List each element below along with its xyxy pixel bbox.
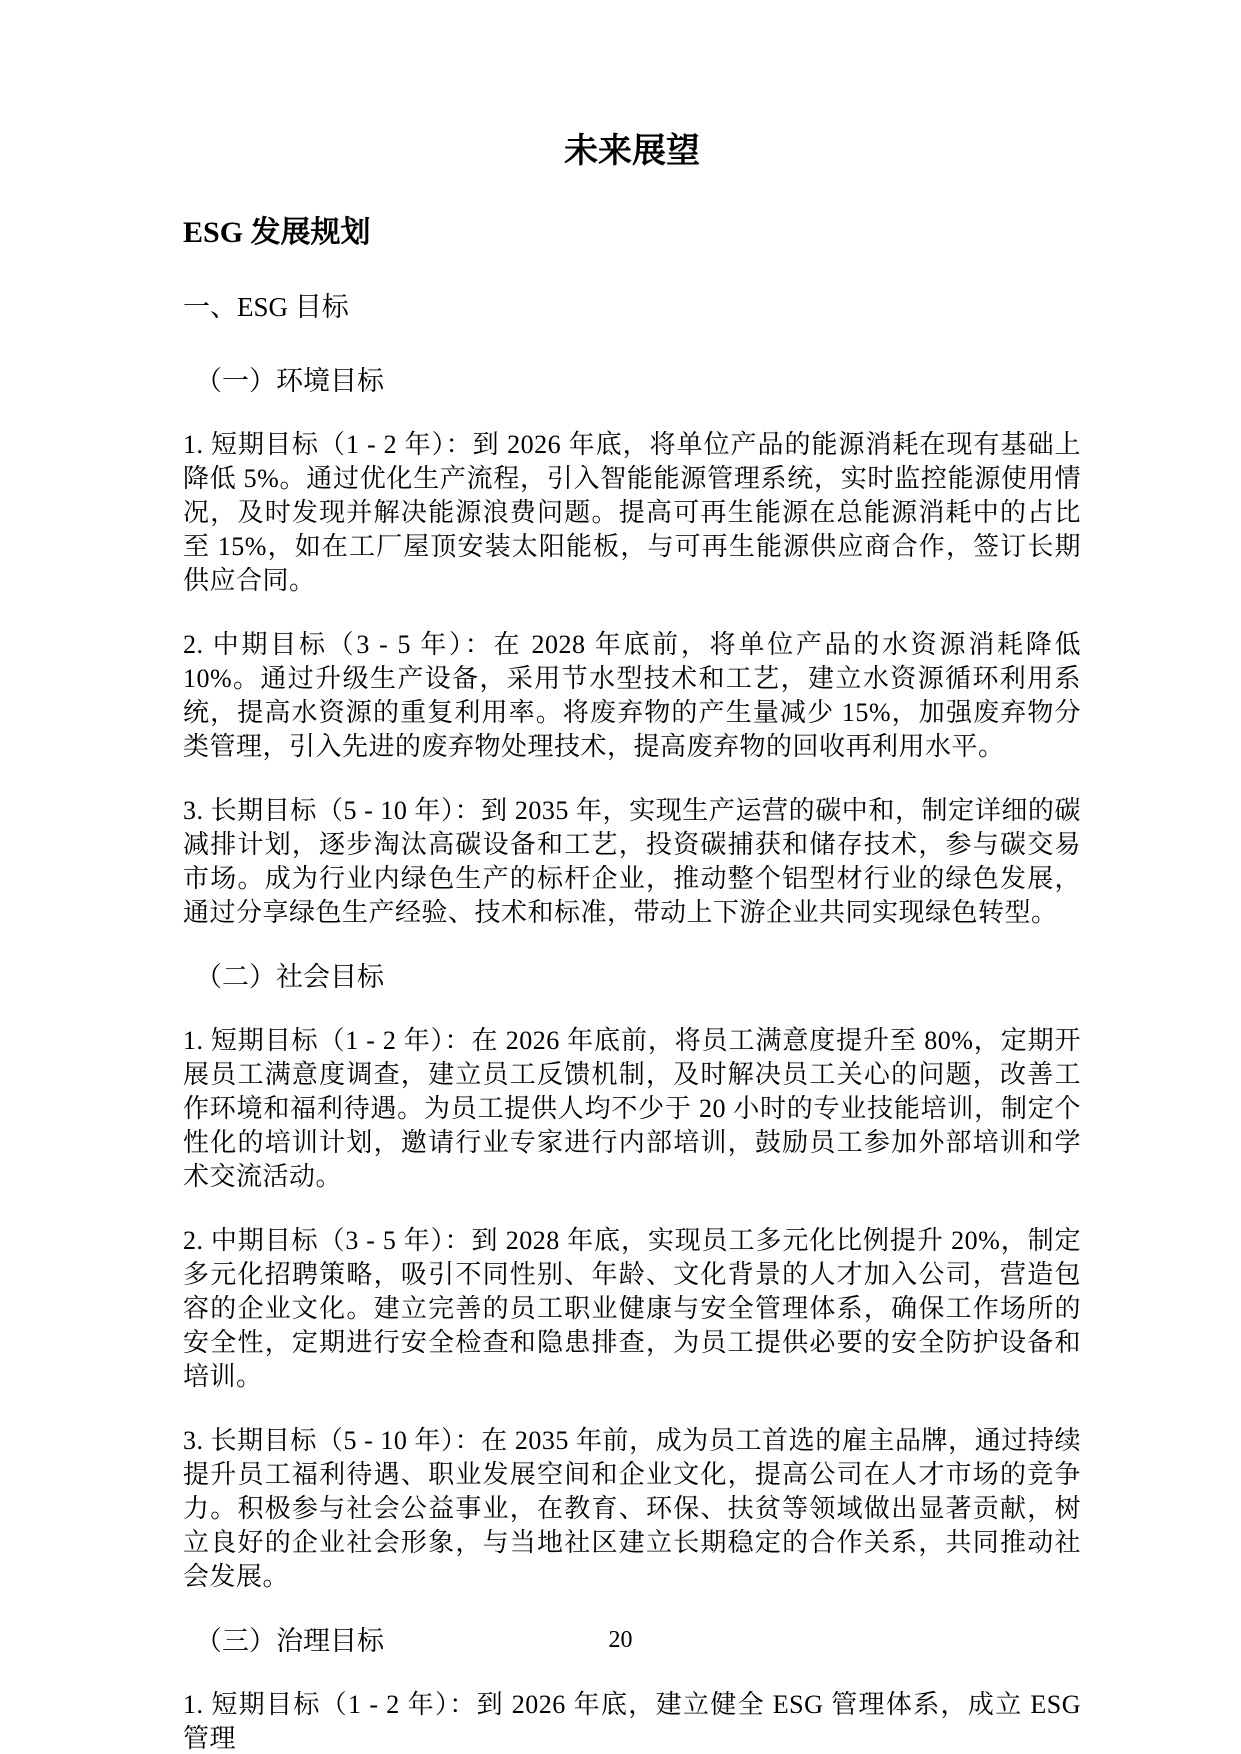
subsection-heading-social: （二）社会目标 [195, 962, 384, 992]
paragraph-social-short-term: 1. 短期目标（1 - 2 年）：在 2026 年底前，将员工满意度提升至 80%，定期开展员工满意度调查，建立员工反馈机制，及时解决员工关心的问题，改善工作环境和福利待遇。为员工提供人均不少于 20 小时的专业技能培训，制定个性化的培训计划，邀请行业专家进行内部培训，鼓励员工参加外部培训和学术交流活动。 [183, 1026, 1081, 1191]
page-title: 未来展望 [564, 133, 700, 170]
paragraph-social-long-term: 3. 长期目标（5 - 10 年）：在 2035 年前，成为员工首选的雇主品牌，通过持续提升员工福利待遇、职业发展空间和企业文化，提高公司在人才市场的竞争力。积极参与社会公益事业，在教育、环保、扶贫等领域做出显著贡献，树立良好的企业社会形象，与当地社区建立长期稳定的合作关系，共同推动社会发展。 [183, 1426, 1081, 1591]
paragraph-social-mid-term: 2. 中期目标（3 - 5 年）：到 2028 年底，实现员工多元化比例提升 20%，制定多元化招聘策略，吸引不同性别、年龄、文化背景的人才加入公司，营造包容的企业文化。建立完善的员工职业健康与安全管理体系，确保工作场所的安全性，定期进行安全检查和隐患排查，为员工提供必要的安全防护设备和培训。 [183, 1226, 1081, 1391]
heading-esg-plan: ESG 发展规划 [183, 216, 371, 249]
subsection-heading-environment: （一）环境目标 [195, 366, 384, 396]
section-heading-esg-goals: 一、ESG 目标 [183, 292, 349, 322]
paragraph-env-long-term: 3. 长期目标（5 - 10 年）：到 2035 年，实现生产运营的碳中和，制定详细的碳减排计划，逐步淘汰高碳设备和工艺，投资碳捕获和储存技术，参与碳交易市场。成为行业内绿色生产的标杆企业，推动整个铝型材行业的绿色发展，通过分享绿色生产经验、技术和标准，带动上下游企业共同实现绿色转型。 [183, 796, 1081, 927]
subsection-heading-governance: （三）治理目标 [195, 1626, 384, 1656]
paragraph-env-short-term: 1. 短期目标（1 - 2 年）：到 2026 年底，将单位产品的能源消耗在现有基础上降低 5%。通过优化生产流程，引入智能能源管理系统，实时监控能源使用情况，及时发现并解决能源浪费问题。提高可再生能源在总能源消耗中的占比至 15%，如在工厂屋顶安装太阳能板，与可再生能源供应商合作，签订长期供应合同。 [183, 430, 1081, 595]
paragraph-governance-short-term: 1. 短期目标（1 - 2 年）：到 2026 年底，建立健全 ESG 管理体系，成立 ESG 管理 [183, 1690, 1081, 1753]
paragraph-env-mid-term: 2. 中期目标（3 - 5 年）：在 2028 年底前，将单位产品的水资源消耗降低 10%。通过升级生产设备，采用节水型技术和工艺，建立水资源循环利用系统，提高水资源的重复利用率。将废弃物的产生量减少 15%，加强废弃物分类管理，引入先进的废弃物处理技术，提高废弃物的回收再利用水平。 [183, 630, 1081, 761]
page-number: 20 [608, 1627, 633, 1653]
